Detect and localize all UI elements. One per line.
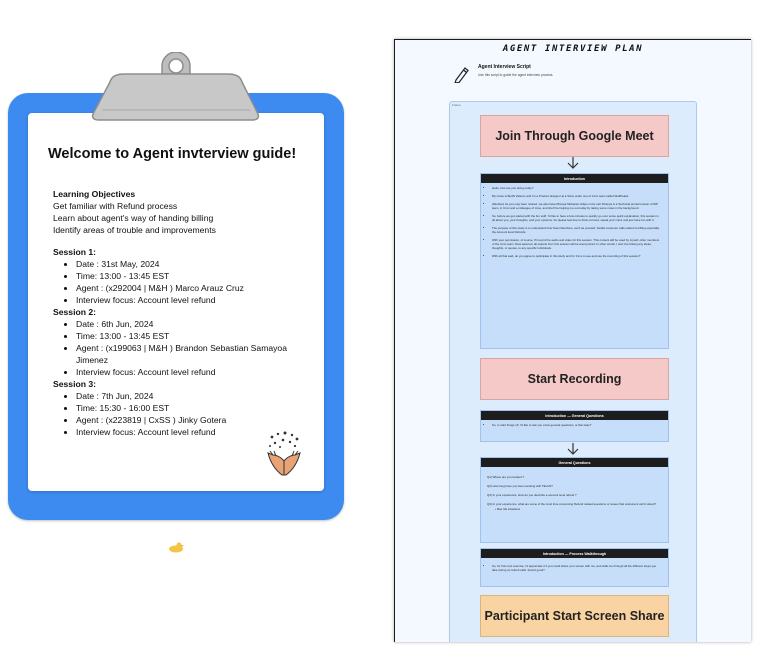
step-join-meet[interactable]: Join Through Google Meet — [480, 115, 669, 157]
section-header: Introduction — General Questions — [481, 411, 668, 420]
session-detail: • Agent : (x223819 | CxSS ) Jinky Gotera — [76, 414, 313, 426]
session-heading: Session 1: — [53, 247, 96, 257]
plan-frame[interactable] — [449, 101, 697, 642]
pencil-icon — [453, 65, 469, 83]
section-process-walkthrough[interactable] — [480, 548, 669, 587]
intro-bullet: • Hello, how are you doing today? — [492, 186, 660, 190]
duck-icon — [168, 541, 184, 553]
section-introduction[interactable] — [480, 173, 669, 349]
clipboard-clip-icon — [90, 52, 261, 122]
session-detail: • Interview focus: Account level refund — [76, 366, 313, 378]
question-sub-bullet: • Max CE situations — [495, 507, 521, 511]
intro-bullet: • My name is Bodhi Valenor and I'm a Product designer at a Telus under one of Cxxx team called WellPeaks. — [492, 194, 660, 198]
section-general-intro[interactable] — [480, 410, 669, 442]
session-detail: • Date : 6th Jun, 2024 — [76, 318, 313, 330]
question-item: Q4) In your experience, what are some of the most time consuming Refund related questions or issues that customers call in about? — [487, 502, 657, 506]
plan-title: AGENT INTERVIEW PLAN — [502, 44, 644, 54]
session-detail: • Date : 31st May, 2024 — [76, 258, 313, 270]
intro-bullet: • With all that said, do you agree to participate in this study and for Cxxx to see and use the recording of this session? — [492, 254, 660, 258]
question-item: Q3) In your experience, How do you describe a account level refund ? — [487, 493, 577, 497]
session-detail: • Interview focus: Account level refund — [76, 294, 313, 306]
intro-bullet: • The purpose of this study is to understand how Team Members, such as yourself, handle customer calls related to billing especially the Account level Refunds. — [492, 226, 660, 234]
session-heading: Session 3: — [53, 379, 96, 389]
section-header: Introduction — [481, 174, 668, 183]
arrow-down-icon — [566, 157, 580, 169]
intro-bullet: • With your permission, of course, I'll record the audio and video for this session. This content will be used by myself, other members of the Cxxx team. Rest assured, all outputs from this session will be anonymized. In other words, I won't be linking any ideas, thoughts, or quotes, to any specific individuals. — [492, 238, 660, 250]
guide-content — [53, 188, 313, 438]
script-title: Agent Interview Script — [478, 64, 531, 70]
general-intro-bullet: • So, to start things off, I'd like to ask you a few general questions, is that okay? — [492, 423, 660, 427]
section-general-questions[interactable] — [480, 457, 669, 543]
objective-item: Learn about agent's way of handing billing — [53, 213, 214, 223]
walkthrough-bullet: • So, for this next exercise, I'd appreciate it if you could share your screen with me, and walk me through all the different steps you take during an refund calls. Sound good? — [492, 564, 660, 572]
script-subtitle: Use this script to guide the agent interview process. — [478, 73, 554, 77]
session-detail: • Time: 13:00 - 13:45 EST — [76, 330, 313, 342]
session-list — [53, 258, 313, 306]
guide-title: Welcome to Agent invterview guide! — [48, 146, 297, 162]
question-item: Q2) How long have you been working with TELUS? — [487, 484, 553, 488]
session-detail: • Time: 15:30 - 16:00 EST — [76, 402, 313, 414]
session-detail: • Agent : (x199063 | M&H ) Brandon Sebastian Samayoa Jimenez — [76, 342, 313, 366]
section-header: General Questions — [481, 458, 668, 467]
session-list — [53, 318, 313, 378]
objectives-heading: Learning Objectives — [53, 189, 136, 199]
question-item: Q1) Where are you located ? — [487, 475, 525, 479]
session-detail: • Date : 7th Jun, 2024 — [76, 390, 313, 402]
objective-item: Identify areas of trouble and improvements — [53, 225, 216, 235]
interview-plan-board[interactable] — [394, 39, 751, 642]
session-detail: • Agent : (x292004 | M&H ) Marco Arauz Cruz — [76, 282, 313, 294]
session-heading: Session 2: — [53, 307, 96, 317]
step-screen-share[interactable]: Participant Start Screen Share — [480, 595, 669, 637]
frame-label: Frame — [452, 103, 461, 107]
session-detail: • Interview focus: Account level refund — [76, 426, 313, 438]
section-header: Introduction — Process Walkthrough — [481, 549, 668, 558]
guide-paper — [28, 113, 324, 491]
intro-bullet: • So, before we get started with the fun stuff, I'd like to have a few minutes to quickly go over some quick explanation, this session is all about you, your thoughts, and your opinions. So please feel free to think out loud, speak your mind, and just have fun with it. — [492, 214, 660, 222]
step-start-recording[interactable]: Start Recording — [480, 358, 669, 400]
session-detail: • Time: 13:00 - 13:45 EST — [76, 270, 313, 282]
praying-hands-icon — [264, 431, 304, 477]
clipboard — [8, 93, 344, 520]
intro-bullet: • (Mention) As you may have noticed, we also have Dhanya Mohanan Gilija on the call. Dhanya is a Technical product owner of WP team, in Cxxx and a colleague of mine, and she'll be helping me out today by taking some notes in the background. — [492, 202, 660, 210]
objective-item: Get familiar with Refund process — [53, 201, 178, 211]
arrow-down-icon — [566, 443, 580, 455]
